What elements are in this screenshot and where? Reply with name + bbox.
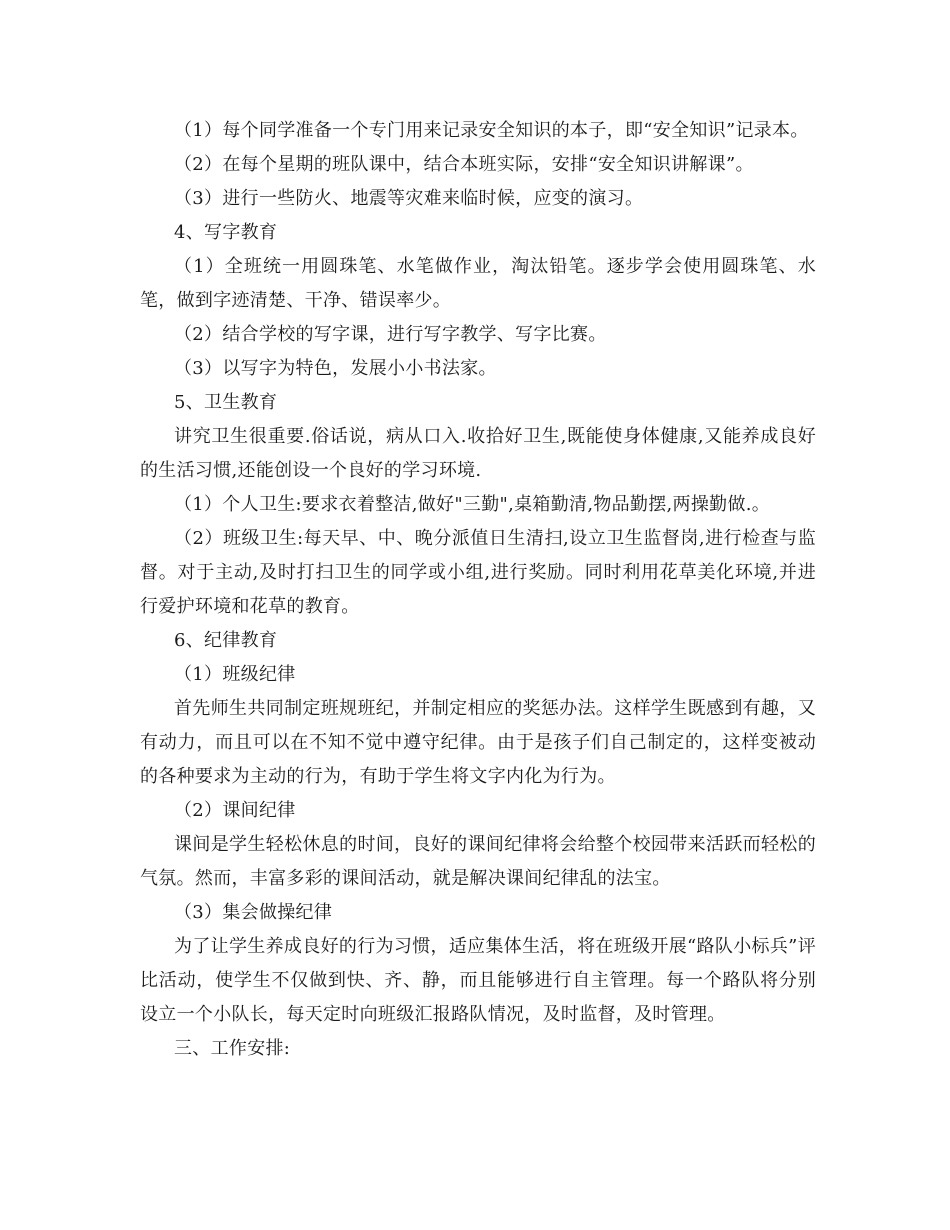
heading-writing-education: 4、写字教育 (174, 222, 278, 243)
document-body (140, 114, 816, 1066)
paragraph-writing-feature: （3）以写字为特色，发展小小书法家。 (174, 358, 497, 379)
paragraph-safety-notebook: （1）每个同学准备一个专门用来记录安全知识的本子，即“安全知识”记录本。 (174, 120, 809, 141)
paragraph-personal-hygiene: （1）个人卫生:要求衣着整洁,做好"三勤",桌箱勤清,物品勤摆,两操勤做.。 (174, 494, 771, 515)
subheading-class-discipline: （1）班级纪律 (174, 664, 296, 685)
paragraph-class-hygiene: （2）班级卫生:每天早、中、晚分派值日生清扫,设立卫生监督岗,进行检查与监督。对于主动,及时打扫卫生的同学或小组,进行奖励。同时利用花草美化环境,并进行爱护环境和花草的教育。 (140, 528, 816, 617)
paragraph-hygiene-intro: 讲究卫生很重要.俗话说，病从口入.收拾好卫生,既能使身体健康,又能养成良好的生活习惯,还能创设一个良好的学习环境. (140, 426, 816, 481)
paragraph-writing-pens: （1）全班统一用圆珠笔、水笔做作业，淘汰铅笔。逐步学会使用圆珠笔、水笔，做到字迹清楚、干净、错误率少。 (140, 256, 816, 311)
paragraph-recess-discipline: 课间是学生轻松休息的时间，良好的课间纪律将会给整个校园带来活跃而轻松的气氛。然而，丰富多彩的课间活动，就是解决课间纪律乱的法宝。 (140, 834, 816, 889)
subheading-assembly-discipline: （3）集会做操纪律 (174, 902, 333, 923)
heading-work-arrangement: 三、工作安排: (174, 1038, 291, 1059)
heading-hygiene-education: 5、卫生教育 (174, 392, 278, 413)
subheading-recess-discipline: （2）课间纪律 (174, 800, 296, 821)
paragraph-class-discipline: 首先师生共同制定班规班纪，并制定相应的奖惩办法。这样学生既感到有趣，又有动力，而且可以在不知不觉中遵守纪律。由于是孩子们自己制定的，这样变被动的各种要求为主动的行为，有助于学生将文字内化为行为。 (140, 698, 816, 787)
paragraph-assembly-discipline: 为了让学生养成良好的行为习惯，适应集体生活，将在班级开展“路队小标兵”评比活动，使学生不仅做到快、齐、静，而且能够进行自主管理。每一个路队将分别设立一个小队长，每天定时向班级汇报路队情况，及时监督，及时管理。 (140, 936, 816, 1025)
paragraph-writing-class: （2）结合学校的写字课，进行写字教学、写字比赛。 (174, 324, 607, 345)
paragraph-safety-drill: （3）进行一些防火、地震等灾难来临时候，应变的演习。 (174, 188, 644, 209)
heading-discipline-education: 6、纪律教育 (174, 630, 278, 651)
paragraph-safety-class: （2）在每个星期的班队课中，结合本班实际，安排“安全知识讲解课”。 (174, 154, 754, 175)
